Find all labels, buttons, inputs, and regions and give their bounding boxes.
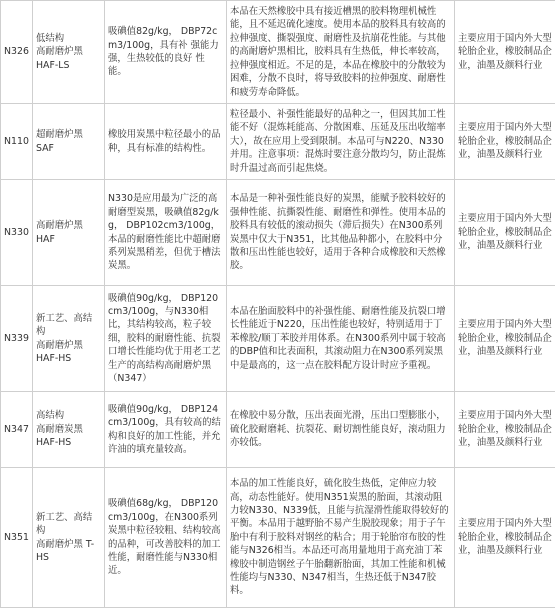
grade-application: 主要应用于国内外大型轮胎企业，橡胶制品企业，油墨及颜料行业 xyxy=(455,392,555,468)
grade-code: N326 xyxy=(1,1,33,104)
grade-code: N351 xyxy=(1,468,33,608)
grade-code: N347 xyxy=(1,392,33,468)
table-row xyxy=(1,1,555,104)
table-row xyxy=(1,180,555,286)
table-row xyxy=(1,392,555,468)
grade-application: 主要应用于国内外大型轮胎企业，橡胶制品企业，油墨及颜料行业 xyxy=(455,1,555,104)
grade-performance: 粒径最小、补强性能最好的品种之一，但因其加工性能不好（混炼耗能高、分散困难、压延及压出收缩率大），故在应用上受到限制。本品可与N220、N330并用。注意事项：混炼时要注意分散均匀，防止混炼时升温过高而引起焦烧。 xyxy=(227,104,455,180)
grade-name: 低结构 高耐磨炉黑 HAF-LS xyxy=(33,1,105,104)
grade-feature: 吸碘值90g/kg， DBP124cm3/100g，具有较高的结构和良好的加工性能，并允许油的填充量较高。 xyxy=(105,392,227,468)
grade-code: N330 xyxy=(1,180,33,286)
grade-name: 新工艺、高结 构 高耐磨炉黑 HAF-HS xyxy=(33,286,105,392)
grade-application: 主要应用于国内外大型轮胎企业，橡胶制品企业，油墨及颜料行业 xyxy=(455,180,555,286)
table-row xyxy=(1,468,555,608)
grade-performance: 在橡胶中易分散，压出表面光滑，压出口型膨胀小，硫化胶耐磨耗、抗裂花、耐切割性能良好，滚动阻力亦较低。 xyxy=(227,392,455,468)
grade-performance: 本品在天然橡胶中具有接近槽黑的胶料物理机械性能，且不延迟硫化速度。使用本品的胶料具有较高的拉伸强度、撕裂强度、耐磨性及抗崩花性能。与其他的高耐磨炉黑相比，胶料具有生热低，伸长率较高，拉伸强度相近。不足的是，本品在橡胶中的分散较为困难，分散不良时，将导致胶料的拉伸强度、耐磨性和疲劳寿命降低。 xyxy=(227,1,455,104)
grade-feature: N330是应用最为广泛的高耐磨型炭黑，吸碘值82g/kg， DBP102cm3/100g，本品的耐磨性能比中超耐磨系列炭黑稍差，但优于槽法炭黑。 xyxy=(105,180,227,286)
table-row xyxy=(1,286,555,392)
grade-feature: 吸碘值68g/kg， DBP120cm3/100g，在N300系列炭黑中粒径较粗、结构较高的品种，可改善胶料的加工性能，耐磨性能与N330相近。 xyxy=(105,468,227,608)
grade-feature: 吸碘值82g/kg， DBP72cm3/100g，具有补 强能力强，生热较低的良好 性能。 xyxy=(105,1,227,104)
grade-feature: 橡胶用炭黑中粒径最小的品种，具有标准的结构性。 xyxy=(105,104,227,180)
grade-name: 新工艺、高结 构 高耐磨炉黑 T- HS xyxy=(33,468,105,608)
table-row xyxy=(1,104,555,180)
grade-application: 主要应用于国内外大型轮胎企业，橡胶制品企业，油墨及颜料行业 xyxy=(455,468,555,608)
grade-performance: 本品在胎面胶料中的补强性能、耐磨性能及抗裂口增长性能近于N220，压出性能也较好，特别适用于丁苯橡胶/顺丁苯胶并用体系。在N300系列中属于较高的DBP值和比表面积，其滚动阻力在N300系列炭黑中是最高的，这一点在胶料配方设计时应予重视。 xyxy=(227,286,455,392)
grade-code: N339 xyxy=(1,286,33,392)
grade-performance: 本品是一种补强性能良好的炭黑，能赋予胶料较好的强伸性能、抗撕裂性能、耐磨性和弹性。使用本品的胶料具有较低的滚动损失（滞后损失）在N300系列炭黑中仅大于N351，比其他品种都小，在胶料中分散和压出性能也较好，适用于各种合成橡胶和天然橡胶。 xyxy=(227,180,455,286)
grade-performance: 本品的加工性能良好，硫化胶生热低，定伸应力较高，动态性能好。使用N351炭黑的胎面，其滚动阻力较N330、N339低，且能与抗湿滑性能取得较好的平衡。本品用于越野胎不易产生脱胶现象；用于子午胎中有利于胶料对钢丝的粘合；用于轮胎帘布胶的性能与N326相当。本品还可高用量地用于高充油丁苯橡胶中制造钢丝子午胎翻新胎面，其加工性能和机械性能均与N330、N347相当，生热还低于N347胶料。 xyxy=(227,468,455,608)
grade-name: 超耐磨炉黑 SAF xyxy=(33,104,105,180)
grade-name: 高耐磨炉黑 HAF xyxy=(33,180,105,286)
grade-code: N110 xyxy=(1,104,33,180)
grade-name: 高结构 高耐磨炭黑 HAF-HS xyxy=(33,392,105,468)
grade-application: 主要应用于国内外大型轮胎企业，橡胶制品企业，油墨及颜料行业 xyxy=(455,286,555,392)
grade-feature: 吸碘值90g/kg， DBP120cm3/100g，与N330相比，其结构较高，粒子较细，胶料的耐磨性能、抗裂口增长性能均优于用老工艺生产的高结构高耐磨炉黑（N347） xyxy=(105,286,227,392)
grade-application: 主要应用于国内外大型轮胎企业，橡胶制品企业，油墨及颜料行业 xyxy=(455,104,555,180)
